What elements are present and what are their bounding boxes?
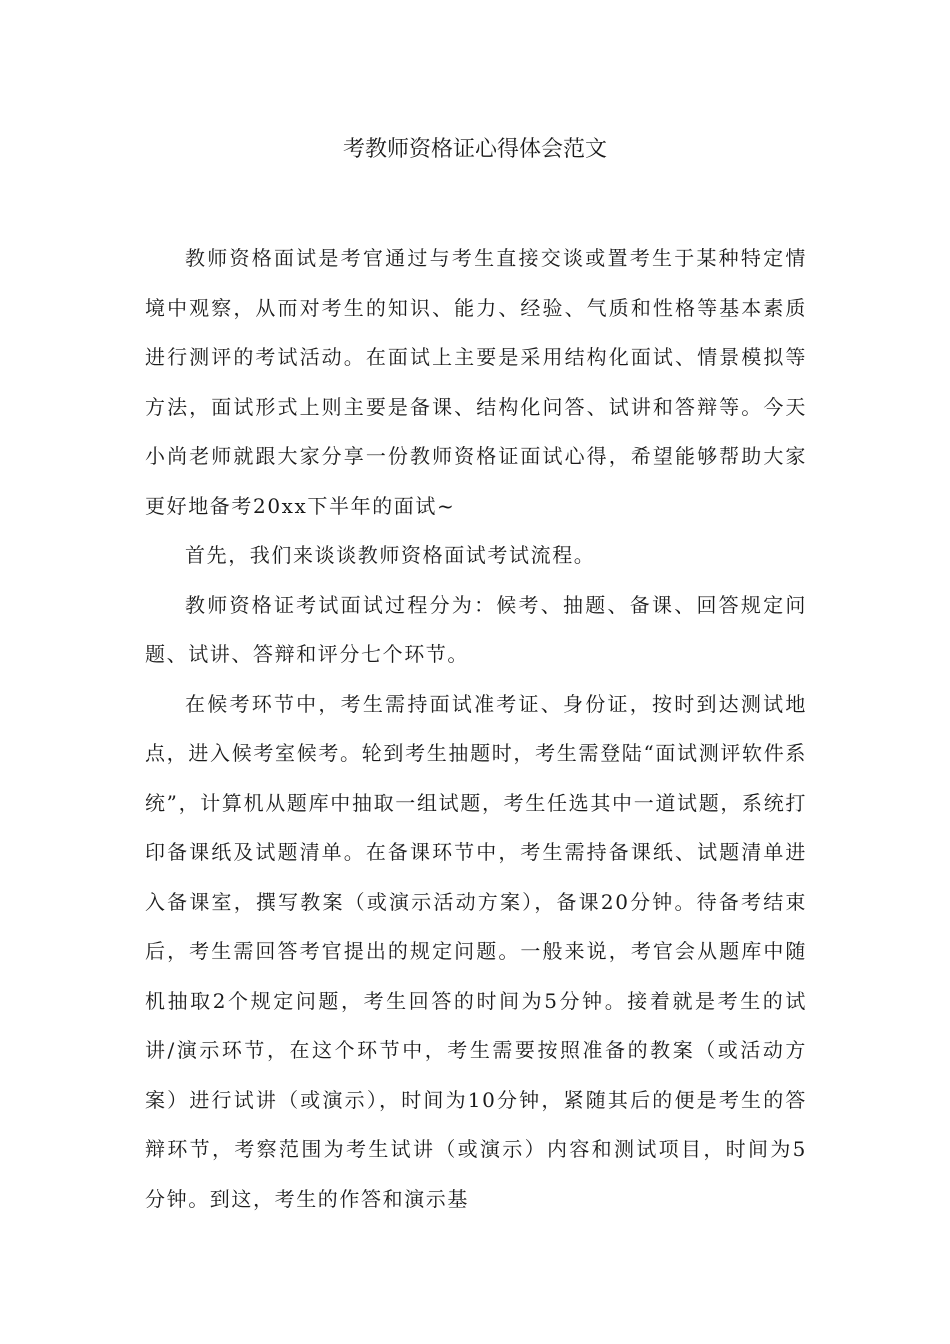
paragraph-process-steps: 教师资格证考试面试过程分为：候考、抽题、备课、回答规定问题、试讲、答辩和评分七个环节。 bbox=[145, 592, 807, 666]
paragraph-process-intro: 首先，我们来谈谈教师资格面试考试流程。 bbox=[185, 543, 596, 567]
paragraph-process-detail: 在候考环节中，考生需持面试准考证、身份证，按时到达测试地点，进入候考室候考。轮到考生抽题时，考生需登陆“面试测评软件系统”，计算机从题库中抽取一组试题，考生任选其中一道试题，系统打印备课纸及试题清单。在备课环节中，考生需持备课纸、试题清单进入备课室，撰写教案（或演示活动方案），备课20分钟。待备考结束后，考生需回答考官提出的规定问题。一般来说，考官会从题库中随机抽取2个规定问题，考生回答的时间为5分钟。接着就是考生的试讲/演示环节，在这个环节中，考生需要按照准备的教案（或活动方案）进行试讲（或演示），时间为10分钟，紧随其后的便是考生的答辩环节，考察范围为考生试讲（或演示）内容和测试项目，时间为5分钟。到这，考生的作答和演示基 bbox=[145, 691, 807, 1211]
document-body bbox=[145, 234, 807, 1224]
document-title: 考教师资格证心得体会范文 bbox=[342, 137, 607, 162]
paragraph-intro: 教师资格面试是考官通过与考生直接交谈或置考生于某种特定情境中观察，从而对考生的知识、能力、经验、气质和性格等基本素质进行测评的考试活动。在面试上主要是采用结构化面试、情景模拟等方法，面试形式上则主要是备课、结构化问答、试讲和答辩等。今天小尚老师就跟大家分享一份教师资格证面试心得，希望能够帮助大家更好地备考20xx下半年的面试~ bbox=[145, 246, 807, 518]
